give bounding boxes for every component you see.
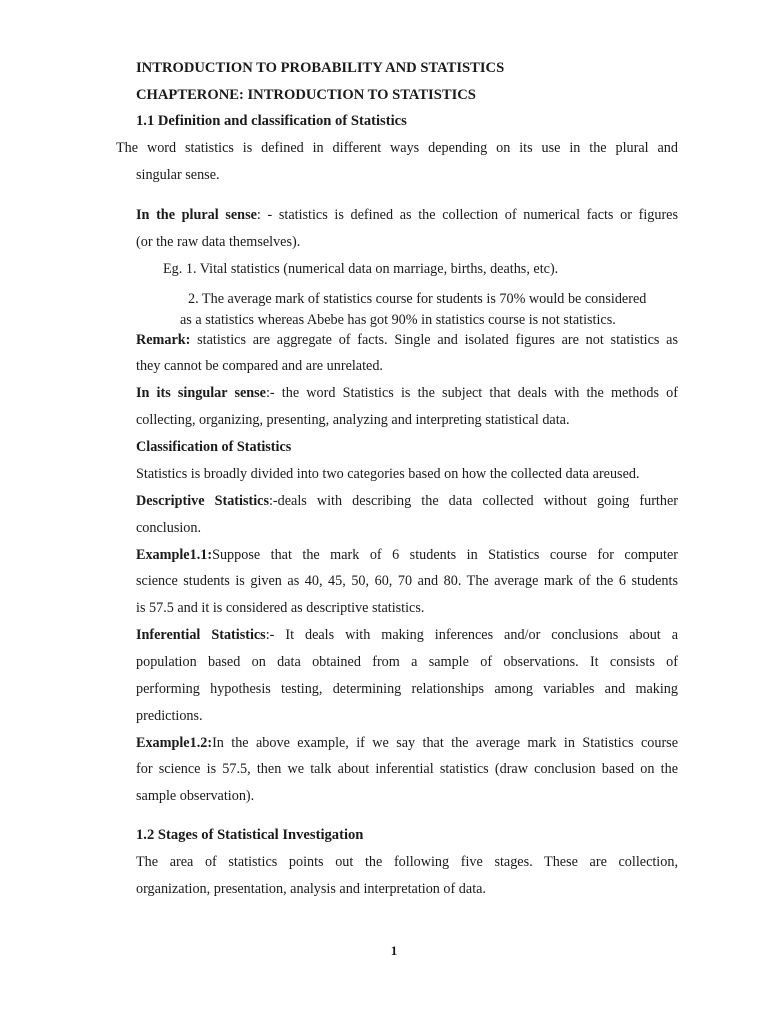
classification-text: Statistics is broadly divided into two categories based on how the collected data areused. (136, 466, 640, 482)
example-1-1-text-line: is 57.5 and it is considered as descriptive statistics. (136, 600, 425, 616)
intro-text-line: singular sense. (136, 167, 220, 183)
example-1-1-text: Suppose that the mark of 6 students in Statistics course for computer (212, 547, 678, 563)
inferential-text: :- It deals with making inferences and/or conclusions about a (265, 627, 678, 643)
singular-sense-text-line: collecting, organizing, presenting, analyzing and interpreting statistical data. (136, 412, 570, 428)
example-1-1-text-line: science students is given as 40, 45, 50, 60, 70 and 80. The average mark of the 6 students (136, 573, 678, 589)
remark-text-line: they cannot be compared and are unrelated. (136, 358, 383, 374)
plural-sense-term: In the plural sense (136, 207, 257, 223)
example-1-1-term: Example1.1: (136, 547, 213, 563)
section-heading-1-1: 1.1 Definition and classification of Statistics (136, 113, 407, 129)
singular-sense-term: In its singular sense (136, 385, 266, 401)
inferential-term: Inferential Statistics (136, 627, 266, 643)
descriptive-text-line: conclusion. (136, 520, 202, 536)
page-number: 1 (390, 943, 398, 958)
plural-sense-text: : - statistics is defined as the collection of numerical facts or figures (256, 207, 678, 223)
descriptive-text: :-deals with describing the data collected without going further (268, 493, 678, 509)
example-average-mark-line: as a statistics whereas Abebe has got 90% in statistics course is not statistics. (180, 312, 616, 328)
example-1-2-text: In the above example, if we say that the average mark in Statistics course (212, 735, 678, 751)
plural-sense-paragraph (136, 206, 678, 224)
inferential-paragraph (136, 626, 678, 644)
example-1-2-text-line: for science is 57.5, then we talk about inferential statistics (draw conclusion based on the (136, 761, 678, 777)
remark-term: Remark: (136, 332, 191, 348)
remark-paragraph (136, 331, 678, 349)
stages-text-line: organization, presentation, analysis and interpretation of data. (136, 881, 486, 897)
singular-sense-text: :- the word Statistics is the subject that deals with the methods of (265, 385, 678, 401)
example-vital-statistics: Eg. 1. Vital statistics (numerical data on marriage, births, deaths, etc). (163, 261, 559, 277)
example-1-1-paragraph (136, 546, 678, 564)
inferential-text-line: population based on data obtained from a sample of observations. It consists of (136, 654, 678, 670)
descriptive-paragraph (136, 492, 678, 510)
remark-text: statistics are aggregate of facts. Single and isolated figures are not statistics as (190, 332, 678, 348)
example-1-2-term: Example1.2: (136, 735, 213, 751)
descriptive-term: Descriptive Statistics (136, 493, 269, 509)
plural-sense-text-line: (or the raw data themselves). (136, 234, 301, 250)
inferential-text-line: performing hypothesis testing, determining relationships among variables and making (136, 681, 678, 697)
stages-text-line: The area of statistics points out the following five stages. These are collection, (136, 854, 678, 870)
singular-sense-paragraph (136, 384, 678, 402)
example-average-mark-line: 2. The average mark of statistics course for students is 70% would be considered (188, 291, 647, 307)
example-1-2-paragraph (136, 734, 678, 752)
intro-text-line: The word statistics is defined in different ways depending on its use in the plural and (116, 140, 678, 156)
chapter-title: CHAPTERONE: INTRODUCTION TO STATISTICS (136, 87, 476, 103)
inferential-text-line: predictions. (136, 708, 203, 724)
example-1-2-text-line: sample observation). (136, 788, 255, 804)
classification-heading: Classification of Statistics (136, 439, 292, 455)
course-title: INTRODUCTION TO PROBABILITY AND STATISTICS (136, 60, 505, 76)
section-heading-1-2: 1.2 Stages of Statistical Investigation (136, 827, 364, 843)
